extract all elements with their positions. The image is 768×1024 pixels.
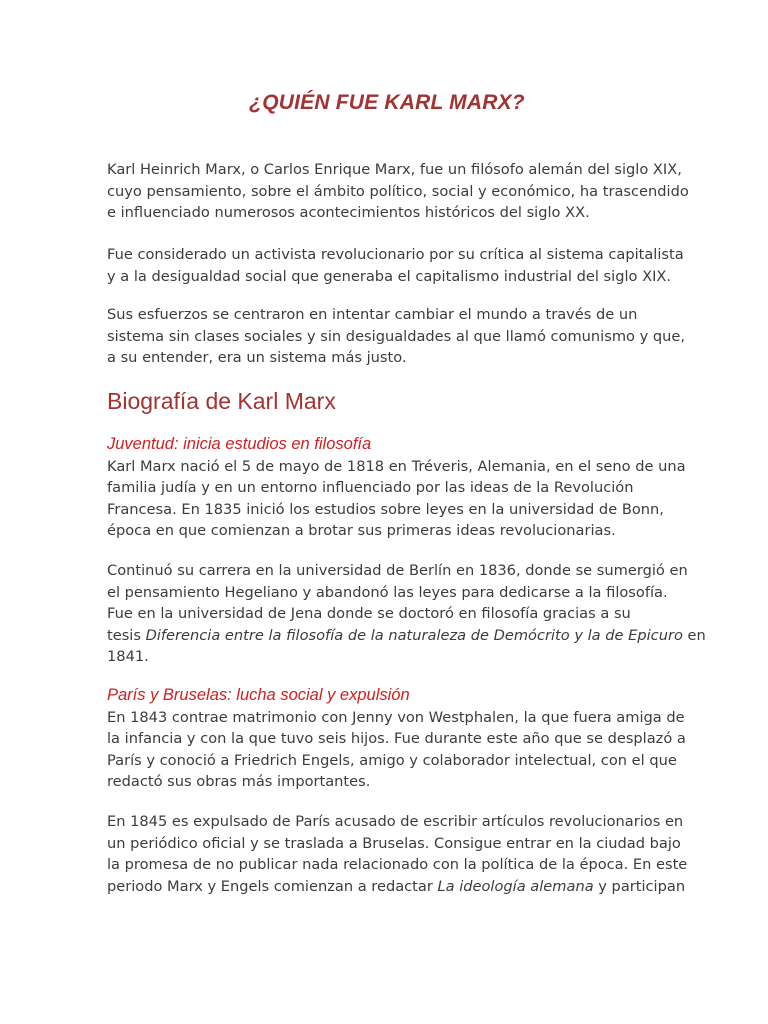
text-line: la promesa de no publicar nada relacionado con la política de la época. En este — [107, 856, 688, 873]
section-heading-biography: Biografía de Karl Marx — [107, 388, 336, 414]
text-line: e influenciado numerosos acontecimientos históricos del siglo XX. — [107, 204, 590, 221]
text-line: En 1845 es expulsado de París acusado de escribir artículos revolucionarios en — [107, 813, 684, 830]
text-line: época en que comienzan a brotar sus primeras ideas revolucionarias. — [107, 522, 616, 539]
book-prefix: periodo Marx y Engels comienzan a redactar — [107, 877, 438, 895]
text-line: a su entender, era un sistema más justo. — [107, 349, 407, 366]
youth-section — [107, 434, 686, 542]
text-line-thesis — [107, 625, 706, 647]
text-line: la infancia y con la que tuvo seis hijos. Fue durante este año que se desplazó a — [107, 730, 686, 747]
text-line: cuyo pensamiento, sobre el ámbito político, social y económico, ha trascendido — [107, 182, 689, 200]
text-line-book — [107, 876, 686, 898]
text-line: el pensamiento Hegeliano y abandonó las leyes para dedicarse a la filosofía. — [107, 583, 668, 601]
text-line: Francesa. En 1835 inició los estudios sobre leyes en la universidad de Bonn, — [107, 500, 664, 518]
text-line: En 1843 contrae matrimonio con Jenny von Westphalen, la que fuera amiga de — [107, 708, 685, 726]
paris-section — [107, 685, 686, 793]
text-line: Fue en la universidad de Jena donde se doctoró en filosofía gracias a su — [107, 605, 631, 622]
text-line: 1841. — [107, 648, 149, 665]
text-line: Continuó su carrera en la universidad de Berlín en 1836, donde se sumergió en — [107, 562, 688, 579]
thesis-suffix: en — [682, 626, 706, 644]
intro-paragraph-3 — [107, 304, 686, 369]
paris-paragraph-2 — [107, 811, 688, 897]
intro-paragraph-2 — [107, 244, 684, 287]
youth-paragraph-2 — [107, 560, 706, 668]
text-line: París y conoció a Friedrich Engels, amigo y colaborador intelectual, con el que — [107, 751, 677, 769]
text-line: sistema sin clases sociales y sin desigualdades al que llamó comunismo y que, — [107, 327, 686, 345]
text-line: y a la desigualdad social que generaba el capitalismo industrial del siglo XIX. — [107, 267, 672, 285]
text-line: redactó sus obras más importantes. — [107, 773, 371, 790]
intro-paragraph-1 — [107, 159, 689, 224]
text-line: Sus esfuerzos se centraron en intentar cambiar el mundo a través de un — [107, 306, 638, 323]
book-suffix: y participan — [593, 877, 686, 895]
text-line: familia judía y en un entorno influenciado por las ideas de la Revolución — [107, 479, 634, 496]
thesis-prefix: tesis — [107, 626, 146, 644]
thesis-title: Diferencia entre la filosofía de la naturaleza de Demócrito y la de Epicuro — [145, 626, 683, 644]
text-line: un periódico oficial y se traslada a Bruselas. Consigue entrar en la ciudad bajo — [107, 834, 681, 852]
page-title: ¿QUIÉN FUE KARL MARX? — [249, 91, 525, 114]
text-line: Fue considerado un activista revolucionario por su crítica al sistema capitalista — [107, 246, 684, 263]
subheading-youth: Juventud: inicia estudios en filosofía — [107, 435, 372, 453]
book-title: La ideología alemana — [437, 877, 594, 895]
subheading-paris: París y Bruselas: lucha social y expulsión — [107, 686, 410, 704]
text-line: Karl Heinrich Marx, o Carlos Enrique Marx, fue un filósofo alemán del siglo XIX, — [107, 161, 682, 178]
text-line: Karl Marx nació el 5 de mayo de 1818 en Tréveris, Alemania, en el seno de una — [107, 457, 686, 475]
